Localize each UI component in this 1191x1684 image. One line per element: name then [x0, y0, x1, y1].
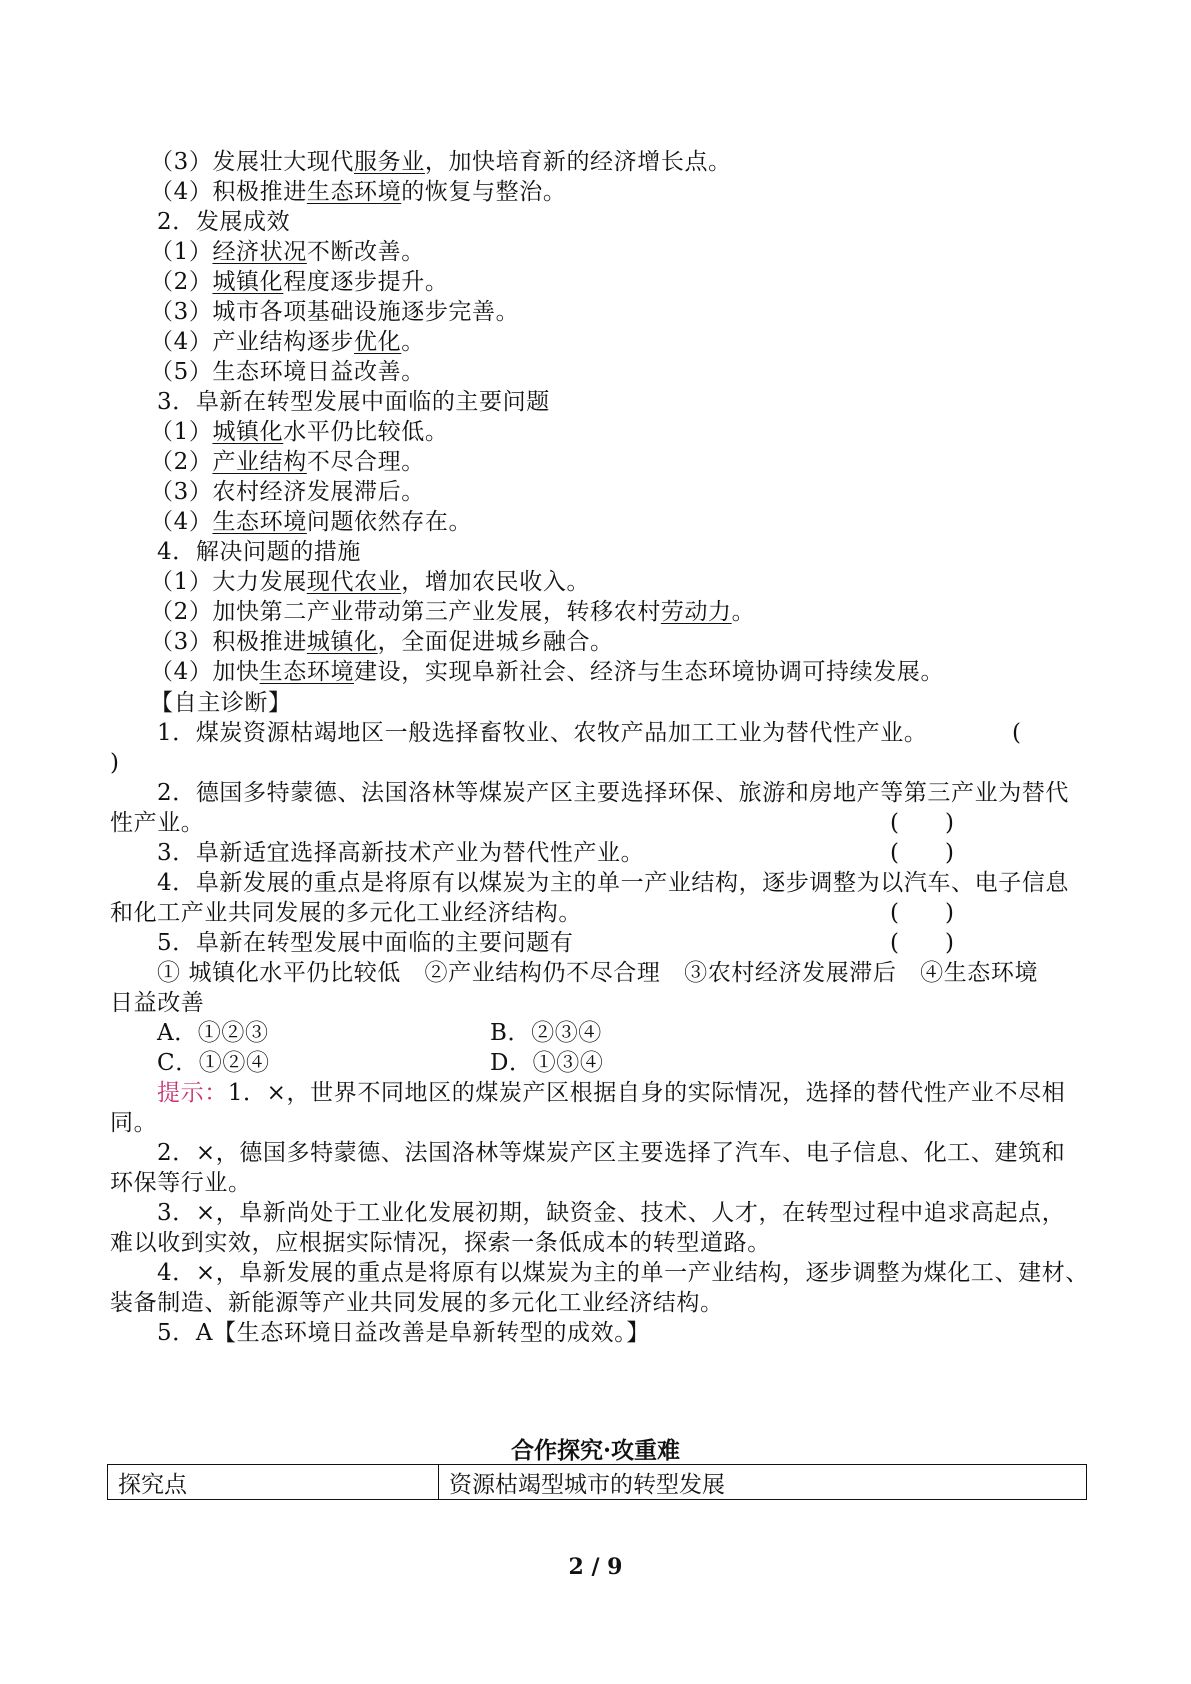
quiz-5: 5．阜新在转型发展中面临的主要问题有 — [157, 930, 574, 956]
measure-4: （4）加快生态环境建设，实现阜新社会、经济与生态环境协调可持续发展。 — [150, 659, 945, 685]
problem-1: （1）城镇化水平仍比较低。 — [150, 419, 449, 445]
hint-1-line2: 同。 — [110, 1110, 158, 1136]
measure-1: （1）大力发展现代农业，增加农民收入。 — [150, 569, 591, 595]
quiz-2-line1: 2．德国多特蒙德、法国洛林等煤炭产区主要选择环保、旅游和房地产等第三产业为替代 — [157, 780, 1070, 806]
table-label-cell: 探究点 — [108, 1465, 439, 1500]
hint-3-line1: 3．×，阜新尚处于工业化发展初期，缺资金、技术、人才，在转型过程中追求高起点， — [157, 1200, 1066, 1226]
quiz-2-line2: 性产业。 — [110, 810, 205, 836]
quiz-1: 1．煤炭资源枯竭地区一般选择畜牧业、农牧产品加工工业为替代性产业。 — [157, 720, 928, 746]
measure-3: （3）积极推进城镇化，全面促进城乡融合。 — [150, 629, 614, 655]
item-4-ecology: （4）积极推进生态环境的恢复与整治。 — [150, 179, 567, 205]
option-a[interactable]: A．①②③ — [157, 1020, 269, 1046]
quiz-3: 3．阜新适宜选择高新技术产业为替代性产业。 — [157, 840, 645, 866]
result-3: （3）城市各项基础设施逐步完善。 — [150, 299, 520, 325]
problem-3: （3）农村经济发展滞后。 — [150, 479, 425, 505]
heading-development-results: 2．发展成效 — [157, 209, 291, 235]
item-3-service: （3）发展壮大现代服务业，加快培育新的经济增长点。 — [150, 149, 732, 175]
quiz-1-blank-close[interactable]: ) — [110, 750, 119, 776]
problem-2: （2）产业结构不尽合理。 — [150, 449, 425, 475]
quiz-2-blank[interactable]: ( ) — [890, 810, 954, 836]
result-4: （4）产业结构逐步优化。 — [150, 329, 425, 355]
quiz-3-blank[interactable]: ( ) — [890, 840, 954, 866]
option-c[interactable]: C．①②④ — [157, 1050, 270, 1076]
section-title: 合作探究·攻重难 — [510, 1437, 680, 1464]
hint-2-line1: 2．×，德国多特蒙德、法国洛林等煤炭产区主要选择了汽车、电子信息、化工、建筑和 — [157, 1140, 1066, 1166]
quiz-5-blank[interactable]: ( ) — [890, 930, 954, 956]
quiz-1-blank-open[interactable]: ( — [1012, 720, 1021, 746]
hint-4-line1: 4．×，阜新发展的重点是将原有以煤炭为主的单一产业结构，逐步调整为煤化工、建材、 — [157, 1260, 1089, 1286]
result-5: （5）生态环境日益改善。 — [150, 359, 425, 385]
result-2: （2）城镇化程度逐步提升。 — [150, 269, 449, 295]
quiz-4-blank[interactable]: ( ) — [890, 900, 954, 926]
heading-problems: 3．阜新在转型发展中面临的主要问题 — [157, 389, 550, 415]
hint-2-line2: 环保等行业。 — [110, 1170, 252, 1196]
measure-2: （2）加快第二产业带动第三产业发展，转移农村劳动力。 — [150, 599, 756, 625]
hint-label: 提示： — [157, 1080, 228, 1106]
hint-4-line2: 装备制造、新能源等产业共同发展的多元化工业经济结构。 — [110, 1290, 724, 1316]
hint-1-line1: 提示：1．×，世界不同地区的煤炭产区根据自身的实际情况，选择的替代性产业不尽相 — [157, 1080, 1066, 1106]
problem-4: （4）生态环境问题依然存在。 — [150, 509, 473, 535]
quiz-4-line2: 和化工产业共同发展的多元化工业经济结构。 — [110, 900, 582, 926]
explore-table — [107, 1464, 1087, 1500]
option-d[interactable]: D．①③④ — [490, 1050, 604, 1076]
heading-measures: 4．解决问题的措施 — [157, 539, 362, 565]
page-number: 2 / 9 — [568, 1554, 623, 1580]
self-diagnosis-heading: 【自主诊断】 — [150, 690, 292, 716]
result-1: （1）经济状况不断改善。 — [150, 239, 425, 265]
quiz-4-line1: 4．阜新发展的重点是将原有以煤炭为主的单一产业结构，逐步调整为以汽车、电子信息 — [157, 870, 1070, 896]
hint-3-line2: 难以收到实效，应根据实际情况，探索一条低成本的转型道路。 — [110, 1230, 771, 1256]
quiz-5-statements: ① 城镇化水平仍比较低 ②产业结构仍不尽合理 ③农村经济发展滞后 ④生态环境 — [157, 960, 1039, 986]
table-row — [108, 1465, 1087, 1500]
table-value-cell: 资源枯竭型城市的转型发展 — [439, 1465, 1087, 1500]
quiz-5-statements-cont: 日益改善 — [110, 990, 205, 1016]
option-b[interactable]: B．②③④ — [490, 1020, 602, 1046]
hint-5: 5．A【生态环境日益改善是阜新转型的成效。】 — [157, 1320, 650, 1346]
